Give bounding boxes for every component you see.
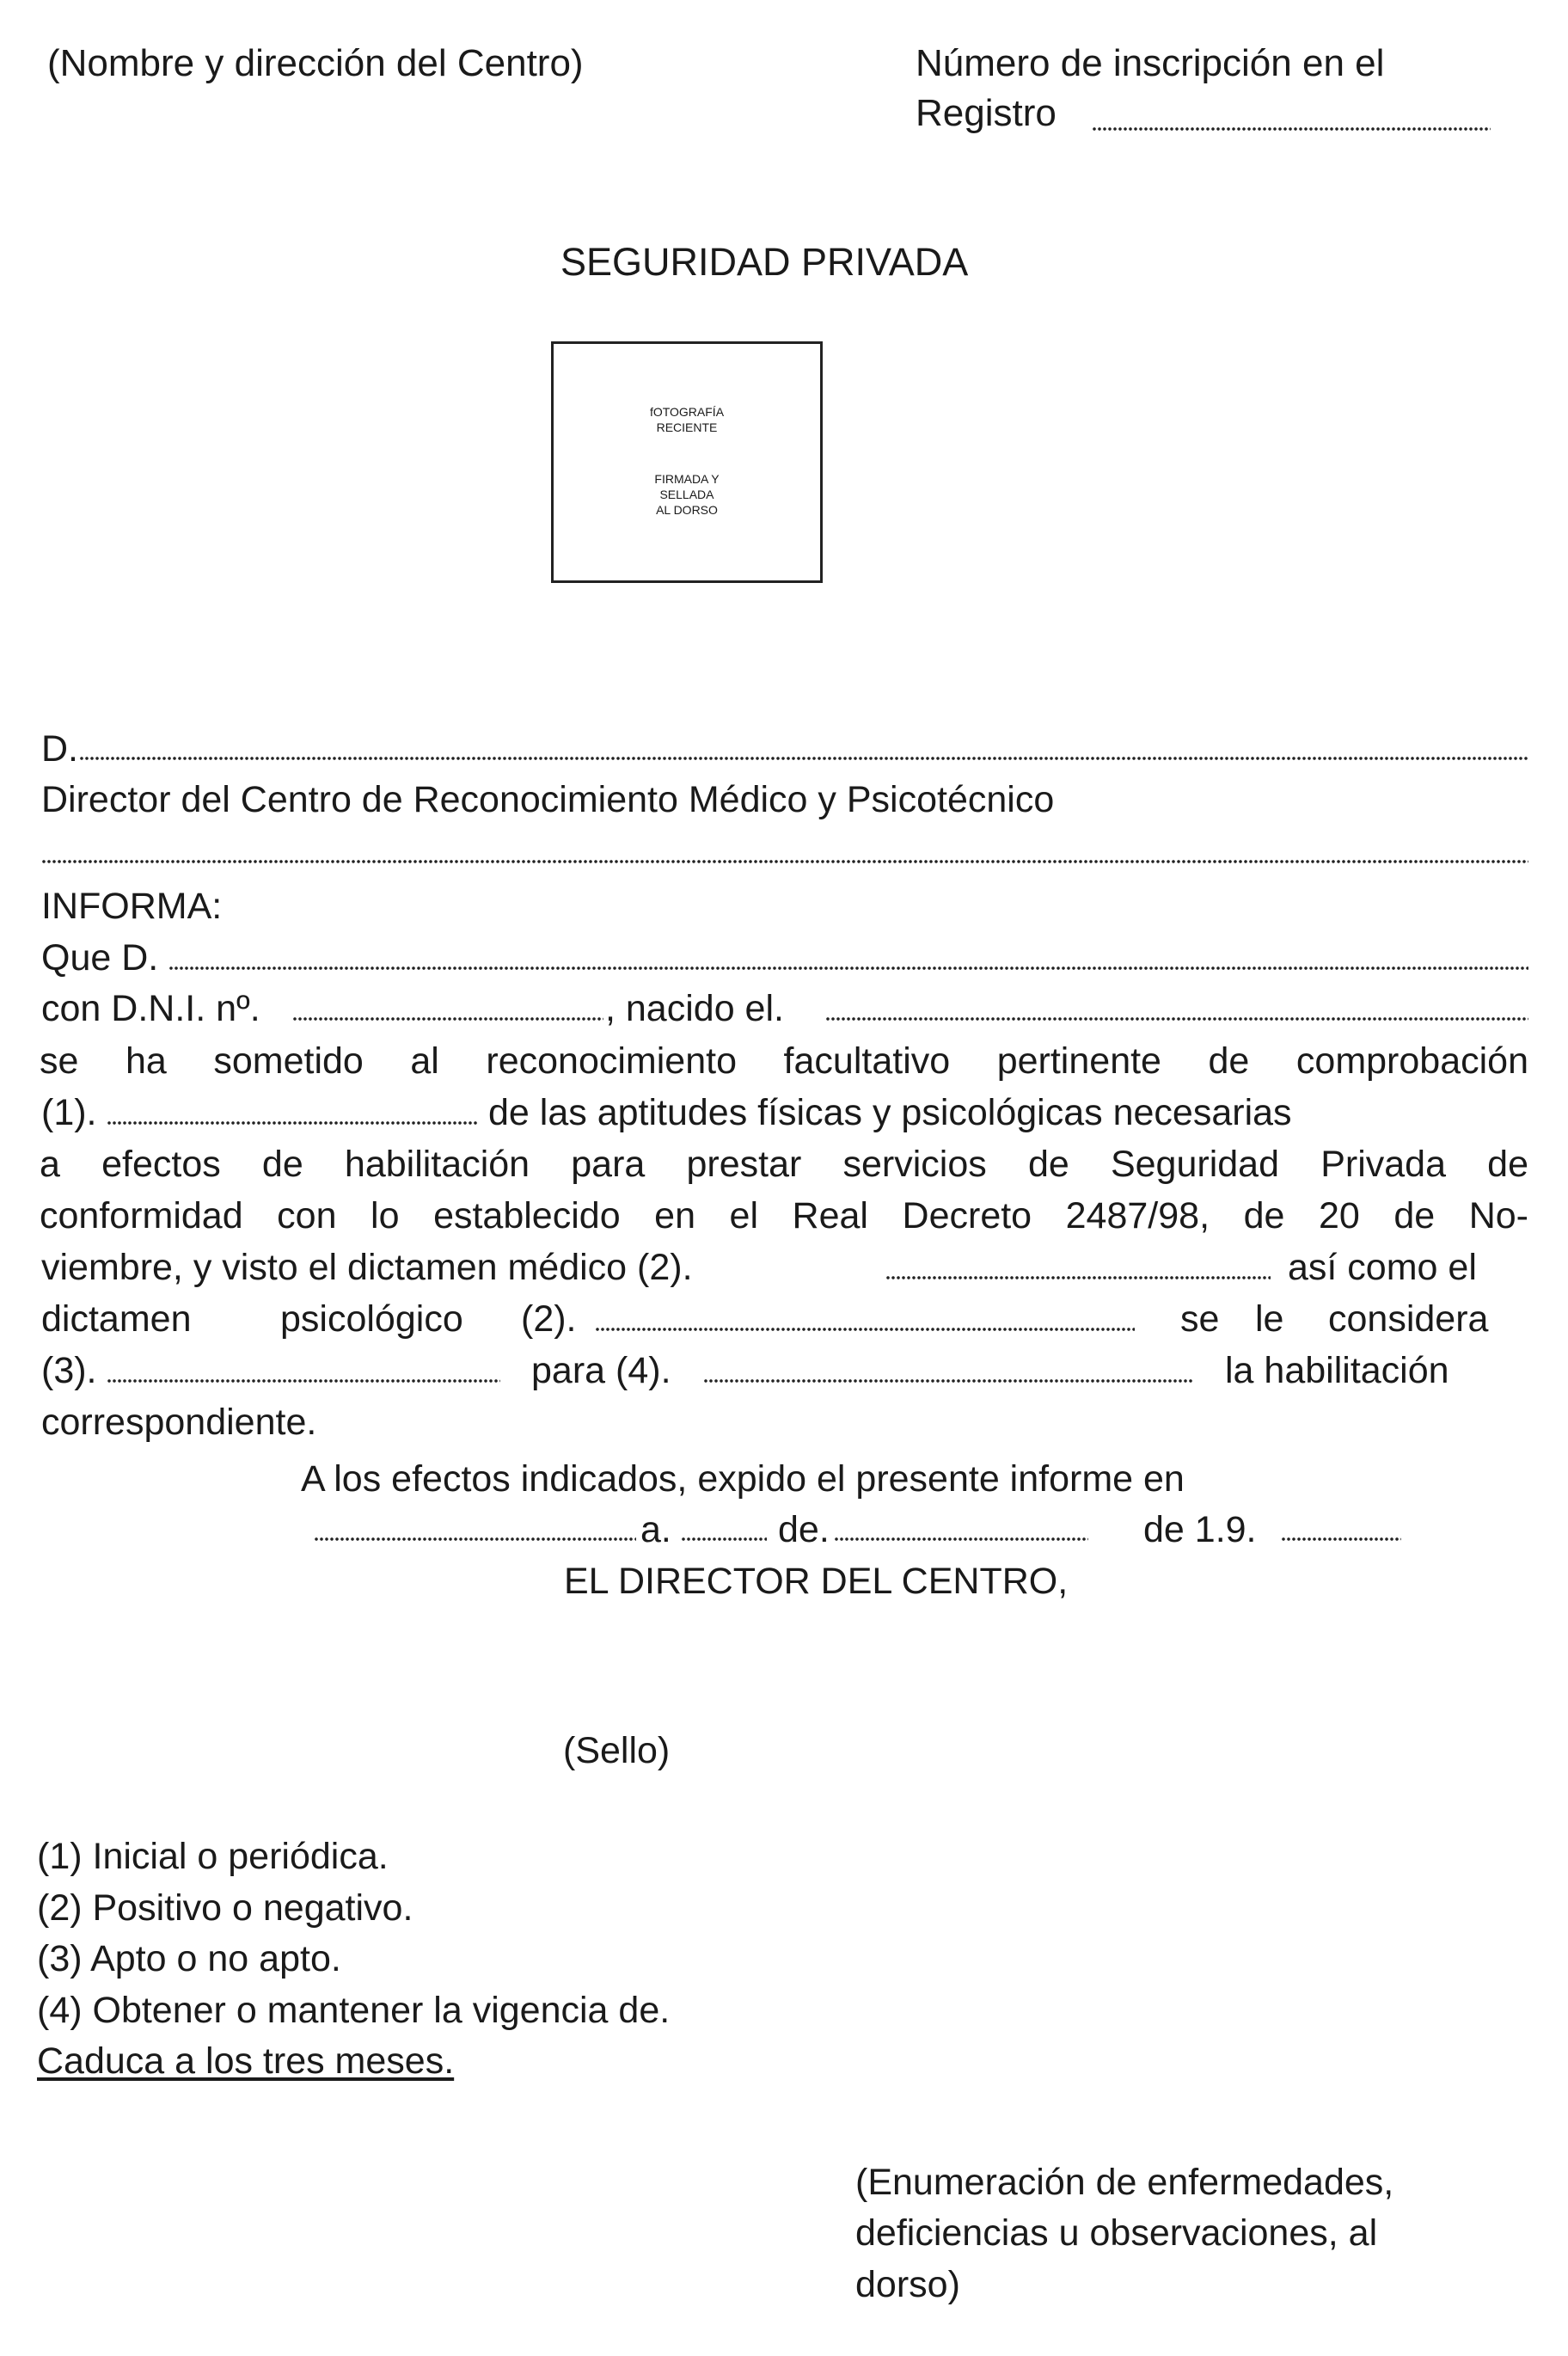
caduca-note: Caduca a los tres meses. [37, 2040, 455, 2082]
photo-box-text-1: fOTOGRAFÍA RECIENTE [649, 405, 725, 434]
ref3-label: (3). [41, 1350, 97, 1391]
year-field[interactable] [1281, 1536, 1401, 1543]
ref2-label: (2). [521, 1298, 577, 1340]
body-line-viembre: viembre, y visto el dictamen médico (2). [41, 1247, 693, 1288]
registro-label-line1: Número de inscripción en el [916, 42, 1385, 84]
page-title: SEGURIDAD PRIVADA [560, 240, 969, 284]
dni-label: con D.N.I. nº. [41, 988, 260, 1029]
director-d-label: D. [41, 728, 78, 770]
note-1: (1) Inicial o periódica. [37, 1836, 389, 1877]
director-title: Director del Centro de Reconocimiento Médico y Psicotécnico [41, 779, 1055, 820]
body-line-aptitudes: de las aptitudes físicas y psicológicas necesarias [488, 1092, 1292, 1133]
a-label: a. [640, 1509, 671, 1550]
aptitude-field[interactable] [107, 1377, 500, 1384]
month-field[interactable] [834, 1536, 1088, 1543]
note-2: (2) Positivo o negativo. [37, 1887, 413, 1929]
que-d-label: Que D. [41, 937, 159, 979]
se-label: se [1180, 1298, 1220, 1340]
applicant-name-field[interactable] [168, 965, 1528, 972]
purpose-field[interactable] [703, 1377, 1193, 1384]
center-name-placeholder: (Nombre y dirección del Centro) [47, 42, 584, 84]
psychological-result-field[interactable] [595, 1326, 1135, 1333]
de-label: de. [778, 1509, 830, 1550]
director-name-field[interactable] [79, 755, 1528, 762]
body-line-efectos: a efectos de habilitación para prestar servicios de Seguridad Privada de [40, 1144, 1528, 1185]
dni-field[interactable] [292, 1015, 603, 1022]
note-4: (4) Obtener o mantener la vigencia de. [37, 1990, 671, 2031]
registro-number-field[interactable] [1092, 126, 1491, 132]
medical-result-field[interactable] [885, 1274, 1271, 1281]
le-label: le [1255, 1298, 1284, 1340]
correspondiente-label: correspondiente. [41, 1402, 317, 1443]
photo-box [551, 341, 823, 583]
ref1-label: (1). [41, 1092, 97, 1133]
reverse-note-line1: (Enumeración de enfermedades, [855, 2162, 1394, 2203]
body-line-sometido: se ha sometido al reconocimiento facultativo pertinente de comprobación [40, 1040, 1528, 1082]
nacido-label: , nacido el. [605, 988, 784, 1029]
note-3: (3) Apto o no apto. [37, 1938, 341, 1979]
recognition-type-field[interactable] [107, 1120, 478, 1126]
reverse-note-line3: dorso) [855, 2264, 960, 2305]
sello-label: (Sello) [563, 1730, 671, 1771]
psicologico-label: psicológico [280, 1298, 463, 1340]
registro-label-line2: Registro [916, 92, 1057, 134]
place-field[interactable] [314, 1536, 636, 1543]
center-name-field[interactable] [41, 858, 1528, 865]
photo-box-text-2: FIRMADA Y SELLADA AL DORSO [654, 472, 720, 517]
asi-como-label: así como el [1288, 1247, 1477, 1288]
dictamen-label: dictamen [41, 1298, 192, 1340]
year-prefix-label: de 1.9. [1143, 1509, 1257, 1550]
considera-label: considera [1328, 1298, 1489, 1340]
informa-heading: INFORMA: [41, 886, 223, 927]
day-field[interactable] [681, 1536, 767, 1543]
director-signature-label: EL DIRECTOR DEL CENTRO, [564, 1561, 1069, 1602]
reverse-note-line2: deficiencias u observaciones, al [855, 2212, 1378, 2254]
expido-text: A los efectos indicados, expido el presente informe en [301, 1458, 1185, 1500]
para-ref4-label: para (4). [531, 1350, 671, 1391]
la-habilitacion-label: la habilitación [1225, 1350, 1449, 1391]
birth-date-field[interactable] [825, 1015, 1528, 1022]
body-line-conformidad: conformidad con lo establecido en el Real Decreto 2487/98, de 20 de No- [40, 1195, 1528, 1236]
